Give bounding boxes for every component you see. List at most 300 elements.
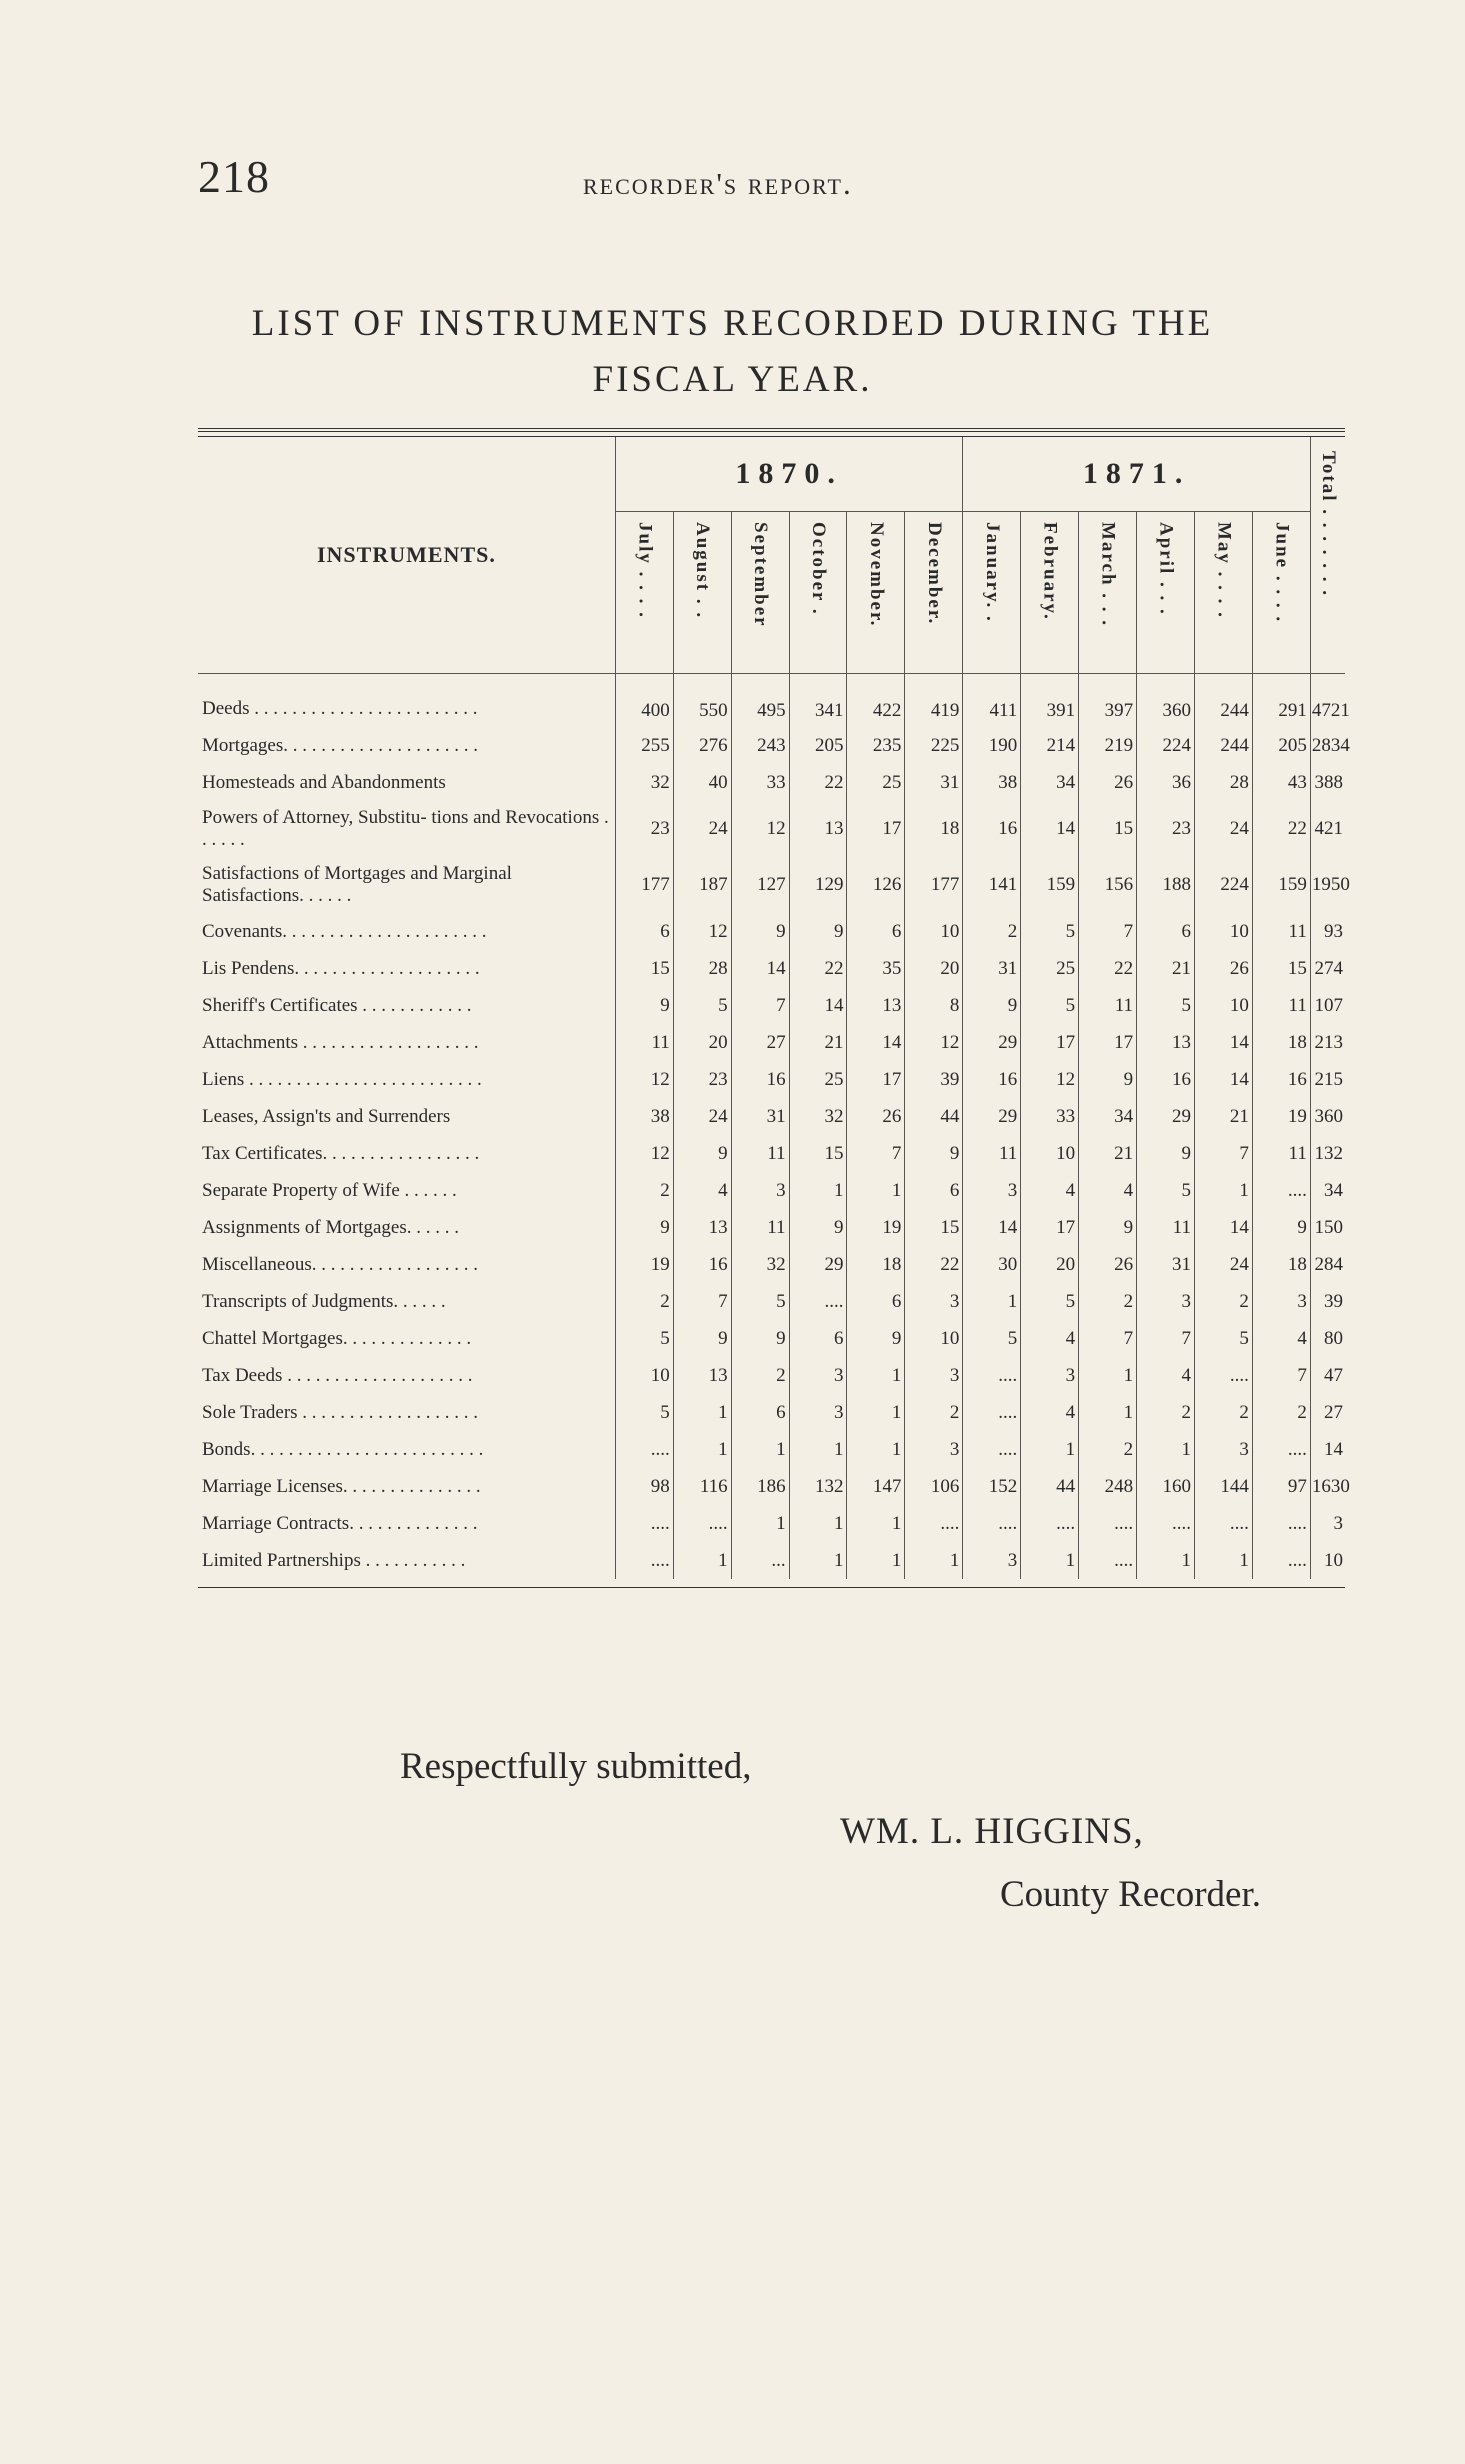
month-count-cell: 9 bbox=[1252, 1209, 1310, 1246]
instrument-label: Liens . . . . . . . . . . . . . . . . . . . . . . . . . bbox=[198, 1061, 615, 1098]
month-count-cell: 152 bbox=[963, 1468, 1021, 1505]
month-count-cell: 144 bbox=[1194, 1468, 1252, 1505]
month-count-cell: 3 bbox=[905, 1431, 963, 1468]
month-count-cell: 360 bbox=[1137, 674, 1195, 728]
month-count-cell: .... bbox=[1252, 1505, 1310, 1542]
instrument-label: Attachments . . . . . . . . . . . . . . . . . . . bbox=[198, 1024, 615, 1061]
month-count-cell: 5 bbox=[615, 1394, 673, 1431]
month-count-cell: 255 bbox=[615, 727, 673, 764]
table-row bbox=[198, 1024, 1345, 1061]
month-header bbox=[1252, 512, 1310, 674]
table-row bbox=[198, 801, 1345, 857]
month-count-cell: 21 bbox=[1137, 950, 1195, 987]
month-count-cell: 2 bbox=[1194, 1283, 1252, 1320]
month-count-cell: 15 bbox=[1252, 950, 1310, 987]
month-count-cell: 13 bbox=[1137, 1024, 1195, 1061]
month-count-cell: 9 bbox=[731, 1320, 789, 1357]
total-cell: 107 bbox=[1314, 994, 1343, 1016]
month-count-cell: .... bbox=[1252, 1172, 1310, 1209]
month-count-cell: 1 bbox=[847, 1505, 905, 1542]
month-count-cell: 6 bbox=[847, 1283, 905, 1320]
table-row bbox=[198, 764, 1345, 801]
total-cell: 14 bbox=[1324, 1438, 1343, 1460]
month-header bbox=[847, 512, 905, 674]
month-count-cell: 5 bbox=[1137, 987, 1195, 1024]
month-count-cell: 26 bbox=[847, 1098, 905, 1135]
month-count-cell: 1 bbox=[963, 1283, 1021, 1320]
month-header-label: April . . . bbox=[1155, 522, 1177, 616]
month-count-cell: 4 bbox=[673, 1172, 731, 1209]
month-count-cell: 36 bbox=[1137, 764, 1195, 801]
month-count-cell: 32 bbox=[615, 764, 673, 801]
total-cell: 360 bbox=[1314, 1105, 1343, 1127]
instrument-label: Lis Pendens. . . . . . . . . . . . . . . . . . . . bbox=[198, 950, 615, 987]
table-row bbox=[198, 1172, 1345, 1209]
instrument-label: Mortgages. . . . . . . . . . . . . . . . . . . . . bbox=[198, 727, 615, 764]
month-count-cell: 9 bbox=[847, 1320, 905, 1357]
month-count-cell: 29 bbox=[963, 1024, 1021, 1061]
month-count-cell: 19 bbox=[1252, 1098, 1310, 1135]
month-count-cell: 400 bbox=[615, 674, 673, 728]
month-count-cell: 147 bbox=[847, 1468, 905, 1505]
month-count-cell: 9 bbox=[905, 1135, 963, 1172]
table-row bbox=[198, 1209, 1345, 1246]
total-cell: 34 bbox=[1324, 1179, 1343, 1201]
month-count-cell: 4 bbox=[1021, 1172, 1079, 1209]
month-count-cell: 9 bbox=[673, 1320, 731, 1357]
month-count-cell: 159 bbox=[1021, 857, 1079, 913]
month-count-cell: 1 bbox=[847, 1394, 905, 1431]
month-count-cell: 11 bbox=[1079, 987, 1137, 1024]
month-count-cell: 98 bbox=[615, 1468, 673, 1505]
month-count-cell: 141 bbox=[963, 857, 1021, 913]
month-count-cell: 11 bbox=[963, 1135, 1021, 1172]
month-count-cell: 20 bbox=[905, 950, 963, 987]
month-count-cell: .... bbox=[615, 1542, 673, 1579]
month-count-cell: 20 bbox=[1021, 1246, 1079, 1283]
month-count-cell: 6 bbox=[905, 1172, 963, 1209]
report-title bbox=[150, 296, 1315, 408]
month-count-cell: 341 bbox=[789, 674, 847, 728]
instrument-label: Covenants. . . . . . . . . . . . . . . . . . . . . . bbox=[198, 913, 615, 950]
total-cell: 215 bbox=[1314, 1068, 1343, 1090]
total-header-label: Total . . . . . . . bbox=[1317, 451, 1339, 598]
month-count-cell: 25 bbox=[789, 1061, 847, 1098]
month-count-cell: 126 bbox=[847, 857, 905, 913]
table-row bbox=[198, 1283, 1345, 1320]
month-count-cell: 23 bbox=[673, 1061, 731, 1098]
month-count-cell: 2 bbox=[615, 1283, 673, 1320]
month-count-cell: 224 bbox=[1137, 727, 1195, 764]
month-count-cell: 34 bbox=[1079, 1098, 1137, 1135]
instrument-label: Leases, Assign'ts and Surrenders bbox=[198, 1098, 615, 1135]
total-cell: 39 bbox=[1324, 1290, 1343, 1312]
month-header-label: March . . . bbox=[1097, 522, 1119, 628]
closing-text: Respectfully submitted, bbox=[400, 1746, 752, 1787]
month-count-cell: 33 bbox=[1021, 1098, 1079, 1135]
month-count-cell: 4 bbox=[1079, 1172, 1137, 1209]
month-count-cell: .... bbox=[963, 1431, 1021, 1468]
month-count-cell: 3 bbox=[963, 1542, 1021, 1579]
month-header-label: February. bbox=[1039, 522, 1061, 621]
month-count-cell: 38 bbox=[615, 1098, 673, 1135]
total-cell: 10 bbox=[1324, 1549, 1343, 1571]
month-header-label: October . bbox=[808, 522, 830, 616]
month-count-cell: 9 bbox=[963, 987, 1021, 1024]
instrument-label: Separate Property of Wife . . . . . . bbox=[198, 1172, 615, 1209]
total-cell: 3 bbox=[1333, 1512, 1343, 1534]
table-row bbox=[198, 913, 1345, 950]
month-count-cell: 14 bbox=[963, 1209, 1021, 1246]
month-count-cell: 11 bbox=[1137, 1209, 1195, 1246]
month-count-cell: 9 bbox=[1079, 1209, 1137, 1246]
month-count-cell: 14 bbox=[789, 987, 847, 1024]
month-count-cell: 6 bbox=[1137, 913, 1195, 950]
month-count-cell: 1 bbox=[847, 1431, 905, 1468]
month-count-cell: 6 bbox=[731, 1394, 789, 1431]
month-count-cell: 8 bbox=[905, 987, 963, 1024]
month-count-cell: 18 bbox=[1252, 1024, 1310, 1061]
month-count-cell: 205 bbox=[1252, 727, 1310, 764]
month-count-cell: 1 bbox=[847, 1542, 905, 1579]
month-count-cell: 13 bbox=[673, 1357, 731, 1394]
month-count-cell: 25 bbox=[1021, 950, 1079, 987]
month-count-cell: 7 bbox=[1079, 913, 1137, 950]
month-count-cell: 23 bbox=[615, 801, 673, 857]
total-cell: 47 bbox=[1324, 1364, 1343, 1386]
month-count-cell: 219 bbox=[1079, 727, 1137, 764]
month-count-cell: 16 bbox=[1252, 1061, 1310, 1098]
month-count-cell: 4 bbox=[1252, 1320, 1310, 1357]
month-count-cell: 38 bbox=[963, 764, 1021, 801]
table-row bbox=[198, 987, 1345, 1024]
month-count-cell: 1 bbox=[1021, 1542, 1079, 1579]
month-count-cell: 2 bbox=[1079, 1431, 1137, 1468]
month-count-cell: 5 bbox=[731, 1283, 789, 1320]
month-count-cell: 31 bbox=[963, 950, 1021, 987]
month-count-cell: 2 bbox=[615, 1172, 673, 1209]
month-count-cell: 24 bbox=[673, 1098, 731, 1135]
month-count-cell: 14 bbox=[847, 1024, 905, 1061]
instrument-label: Limited Partnerships . . . . . . . . . . . bbox=[198, 1542, 615, 1579]
instrument-label: Tax Certificates. . . . . . . . . . . . . . . . . bbox=[198, 1135, 615, 1172]
month-count-cell: 2 bbox=[731, 1357, 789, 1394]
month-count-cell: 7 bbox=[1194, 1135, 1252, 1172]
month-count-cell: 1 bbox=[847, 1357, 905, 1394]
month-count-cell: 127 bbox=[731, 857, 789, 913]
instrument-label: Deeds . . . . . . . . . . . . . . . . . . . . . . . . bbox=[198, 674, 615, 728]
signatory-position: County Recorder. bbox=[1000, 1874, 1262, 1915]
month-count-cell: 106 bbox=[905, 1468, 963, 1505]
total-cell: 27 bbox=[1324, 1401, 1343, 1423]
month-count-cell: 33 bbox=[731, 764, 789, 801]
month-count-cell: 13 bbox=[847, 987, 905, 1024]
instrument-label: Sheriff's Certificates . . . . . . . . . . . . bbox=[198, 987, 615, 1024]
month-count-cell: 1 bbox=[789, 1542, 847, 1579]
month-count-cell: 17 bbox=[1021, 1209, 1079, 1246]
month-count-cell: 1 bbox=[1079, 1357, 1137, 1394]
month-count-cell: 17 bbox=[847, 1061, 905, 1098]
total-cell: 4721 bbox=[1311, 700, 1350, 721]
instrument-label: Miscellaneous. . . . . . . . . . . . . . . . . . bbox=[198, 1246, 615, 1283]
month-count-cell: 18 bbox=[1252, 1246, 1310, 1283]
month-count-cell: .... bbox=[1021, 1505, 1079, 1542]
month-count-cell: 1 bbox=[905, 1542, 963, 1579]
month-count-cell: 19 bbox=[847, 1209, 905, 1246]
month-count-cell: 214 bbox=[1021, 727, 1079, 764]
month-count-cell: 205 bbox=[789, 727, 847, 764]
month-count-cell: 6 bbox=[847, 913, 905, 950]
month-count-cell: 235 bbox=[847, 727, 905, 764]
instrument-label: Tax Deeds . . . . . . . . . . . . . . . . . . . . bbox=[198, 1357, 615, 1394]
table-row bbox=[198, 674, 1345, 728]
month-count-cell: 9 bbox=[1079, 1061, 1137, 1098]
month-count-cell: 39 bbox=[905, 1061, 963, 1098]
month-count-cell: 29 bbox=[789, 1246, 847, 1283]
month-count-cell: 12 bbox=[673, 913, 731, 950]
month-count-cell: 17 bbox=[847, 801, 905, 857]
month-count-cell: 3 bbox=[789, 1394, 847, 1431]
month-count-cell: 12 bbox=[731, 801, 789, 857]
month-count-cell: .... bbox=[905, 1505, 963, 1542]
month-count-cell: 14 bbox=[1194, 1061, 1252, 1098]
month-count-cell: 11 bbox=[1252, 987, 1310, 1024]
instrument-label: Sole Traders . . . . . . . . . . . . . . . . . . . bbox=[198, 1394, 615, 1431]
month-count-cell: 29 bbox=[1137, 1098, 1195, 1135]
table-row bbox=[198, 950, 1345, 987]
month-count-cell: 7 bbox=[1079, 1320, 1137, 1357]
month-count-cell: 15 bbox=[905, 1209, 963, 1246]
month-count-cell: 44 bbox=[905, 1098, 963, 1135]
month-count-cell: .... bbox=[963, 1505, 1021, 1542]
month-count-cell: 224 bbox=[1194, 857, 1252, 913]
table-row bbox=[198, 1357, 1345, 1394]
instruments-table-body bbox=[198, 674, 1350, 1580]
month-count-cell: 186 bbox=[731, 1468, 789, 1505]
month-count-cell: .... bbox=[1137, 1505, 1195, 1542]
month-count-cell: 10 bbox=[905, 1320, 963, 1357]
month-count-cell: 9 bbox=[615, 1209, 673, 1246]
month-count-cell: 13 bbox=[789, 801, 847, 857]
month-count-cell: 244 bbox=[1194, 674, 1252, 728]
month-count-cell: 10 bbox=[1194, 987, 1252, 1024]
month-header-label: May . . . . bbox=[1213, 522, 1235, 619]
month-count-cell: 2 bbox=[1079, 1283, 1137, 1320]
page-header bbox=[198, 150, 1258, 210]
month-count-cell: 2 bbox=[1194, 1394, 1252, 1431]
table-row bbox=[198, 1505, 1345, 1542]
month-count-cell: 129 bbox=[789, 857, 847, 913]
month-count-cell: .... bbox=[789, 1283, 847, 1320]
month-count-cell: 6 bbox=[615, 913, 673, 950]
month-count-cell: 21 bbox=[1194, 1098, 1252, 1135]
month-header bbox=[789, 512, 847, 674]
month-count-cell: 24 bbox=[1194, 801, 1252, 857]
month-count-cell: 243 bbox=[731, 727, 789, 764]
total-cell: 93 bbox=[1324, 920, 1343, 942]
month-count-cell: 4 bbox=[1021, 1394, 1079, 1431]
month-count-cell: 9 bbox=[615, 987, 673, 1024]
month-header-label: January. . bbox=[981, 522, 1003, 623]
month-count-cell: 22 bbox=[789, 764, 847, 801]
month-count-cell: 422 bbox=[847, 674, 905, 728]
month-count-cell: 1 bbox=[789, 1172, 847, 1209]
month-count-cell: 11 bbox=[1252, 1135, 1310, 1172]
month-count-cell: 7 bbox=[847, 1135, 905, 1172]
month-count-cell: 7 bbox=[673, 1283, 731, 1320]
month-count-cell: 10 bbox=[905, 913, 963, 950]
table-row bbox=[198, 1468, 1345, 1505]
month-count-cell: 159 bbox=[1252, 857, 1310, 913]
total-cell: 284 bbox=[1314, 1253, 1343, 1275]
month-count-cell: 27 bbox=[731, 1024, 789, 1061]
month-count-cell: 276 bbox=[673, 727, 731, 764]
month-count-cell: .... bbox=[1194, 1505, 1252, 1542]
month-count-cell: 9 bbox=[731, 913, 789, 950]
month-count-cell: 2 bbox=[1252, 1394, 1310, 1431]
month-count-cell: 31 bbox=[905, 764, 963, 801]
month-header bbox=[905, 512, 963, 674]
month-count-cell: 18 bbox=[847, 1246, 905, 1283]
month-count-cell: 3 bbox=[963, 1172, 1021, 1209]
month-count-cell: 3 bbox=[731, 1172, 789, 1209]
month-count-cell: 160 bbox=[1137, 1468, 1195, 1505]
month-count-cell: 14 bbox=[1194, 1209, 1252, 1246]
month-count-cell: 7 bbox=[1137, 1320, 1195, 1357]
month-header bbox=[1079, 512, 1137, 674]
month-count-cell: 17 bbox=[1021, 1024, 1079, 1061]
table-row bbox=[198, 1246, 1345, 1283]
month-count-cell: 1 bbox=[1194, 1172, 1252, 1209]
month-count-cell: 16 bbox=[731, 1061, 789, 1098]
instrument-label: Powers of Attorney, Substitu- tions and Revocations . . . . . . bbox=[198, 801, 615, 857]
month-count-cell: 7 bbox=[1252, 1357, 1310, 1394]
month-count-cell: 291 bbox=[1252, 674, 1310, 728]
month-count-cell: 3 bbox=[905, 1283, 963, 1320]
month-count-cell: 22 bbox=[905, 1246, 963, 1283]
month-count-cell: 12 bbox=[615, 1061, 673, 1098]
month-count-cell: .... bbox=[615, 1431, 673, 1468]
month-count-cell: 16 bbox=[963, 1061, 1021, 1098]
instruments-column-header: INSTRUMENTS. bbox=[198, 437, 615, 674]
month-count-cell: 3 bbox=[1137, 1283, 1195, 1320]
month-count-cell: 11 bbox=[1252, 913, 1310, 950]
total-column-header bbox=[1310, 437, 1345, 674]
month-count-cell: 3 bbox=[1252, 1283, 1310, 1320]
month-count-cell: 1 bbox=[673, 1431, 731, 1468]
month-count-cell: 15 bbox=[1079, 801, 1137, 857]
total-cell: 213 bbox=[1314, 1031, 1343, 1053]
month-count-cell: 34 bbox=[1021, 764, 1079, 801]
month-count-cell: 21 bbox=[1079, 1135, 1137, 1172]
month-count-cell: 5 bbox=[1194, 1320, 1252, 1357]
month-count-cell: 10 bbox=[1194, 913, 1252, 950]
month-count-cell: 26 bbox=[1079, 764, 1137, 801]
month-count-cell: .... bbox=[615, 1505, 673, 1542]
report-title-line-1: LIST OF INSTRUMENTS RECORDED DURING THE bbox=[251, 303, 1214, 344]
month-count-cell: 5 bbox=[963, 1320, 1021, 1357]
instrument-label: Marriage Licenses. . . . . . . . . . . . . . . bbox=[198, 1468, 615, 1505]
month-count-cell: 411 bbox=[963, 674, 1021, 728]
year-1870-header: 1870. bbox=[615, 437, 963, 512]
month-count-cell: 190 bbox=[963, 727, 1021, 764]
month-count-cell: 14 bbox=[1194, 1024, 1252, 1061]
month-header bbox=[615, 512, 673, 674]
total-cell: 421 bbox=[1314, 818, 1343, 839]
month-count-cell: 1 bbox=[789, 1431, 847, 1468]
month-count-cell: 1 bbox=[731, 1505, 789, 1542]
table-row bbox=[198, 1431, 1345, 1468]
month-header bbox=[1021, 512, 1079, 674]
month-count-cell: 24 bbox=[1194, 1246, 1252, 1283]
month-count-cell: 177 bbox=[615, 857, 673, 913]
month-count-cell: 9 bbox=[789, 913, 847, 950]
instrument-label: Chattel Mortgages. . . . . . . . . . . . . . bbox=[198, 1320, 615, 1357]
month-count-cell: 3 bbox=[789, 1357, 847, 1394]
month-count-cell: 244 bbox=[1194, 727, 1252, 764]
total-cell: 150 bbox=[1314, 1216, 1343, 1238]
total-cell: 1950 bbox=[1311, 874, 1350, 895]
month-count-cell: 1 bbox=[1021, 1431, 1079, 1468]
month-count-cell: 19 bbox=[615, 1246, 673, 1283]
table-top-rule bbox=[198, 428, 1345, 437]
month-count-cell: 2 bbox=[905, 1394, 963, 1431]
month-count-cell: 28 bbox=[673, 950, 731, 987]
table-row bbox=[198, 1098, 1345, 1135]
month-count-cell: 22 bbox=[1252, 801, 1310, 857]
month-header bbox=[731, 512, 789, 674]
month-count-cell: 26 bbox=[1079, 1246, 1137, 1283]
month-count-cell: 9 bbox=[1137, 1135, 1195, 1172]
total-cell: 388 bbox=[1314, 771, 1343, 793]
month-count-cell: 132 bbox=[789, 1468, 847, 1505]
month-count-cell: 14 bbox=[731, 950, 789, 987]
month-count-cell: 1 bbox=[789, 1505, 847, 1542]
month-header-label: August . . bbox=[692, 522, 714, 620]
month-count-cell: 4 bbox=[1137, 1357, 1195, 1394]
month-count-cell: 11 bbox=[615, 1024, 673, 1061]
month-count-cell: ... bbox=[731, 1542, 789, 1579]
month-count-cell: .... bbox=[1079, 1542, 1137, 1579]
month-count-cell: 1 bbox=[1194, 1542, 1252, 1579]
month-count-cell: 1 bbox=[673, 1394, 731, 1431]
month-count-cell: 13 bbox=[673, 1209, 731, 1246]
month-count-cell: 10 bbox=[615, 1357, 673, 1394]
month-count-cell: 12 bbox=[1021, 1061, 1079, 1098]
month-count-cell: 1 bbox=[1137, 1431, 1195, 1468]
table-row bbox=[198, 1135, 1345, 1172]
month-count-cell: 248 bbox=[1079, 1468, 1137, 1505]
month-count-cell: 5 bbox=[1021, 913, 1079, 950]
month-count-cell: 1 bbox=[1137, 1542, 1195, 1579]
month-count-cell: 9 bbox=[673, 1135, 731, 1172]
month-count-cell: 3 bbox=[1021, 1357, 1079, 1394]
year-1871-header: 1871. bbox=[963, 437, 1311, 512]
month-count-cell: 4 bbox=[1021, 1320, 1079, 1357]
month-count-cell: 177 bbox=[905, 857, 963, 913]
month-count-cell: 11 bbox=[731, 1135, 789, 1172]
month-count-cell: 397 bbox=[1079, 674, 1137, 728]
instrument-label: Assignments of Mortgages. . . . . . bbox=[198, 1209, 615, 1246]
instrument-label: Bonds. . . . . . . . . . . . . . . . . . . . . . . . . bbox=[198, 1431, 615, 1468]
instruments-table bbox=[198, 437, 1350, 1579]
month-count-cell: 5 bbox=[1021, 987, 1079, 1024]
month-count-cell: 11 bbox=[731, 1209, 789, 1246]
month-header-label: September bbox=[750, 522, 772, 628]
month-count-cell: 1 bbox=[847, 1172, 905, 1209]
month-header-label: November. bbox=[865, 522, 887, 628]
instrument-label: Marriage Contracts. . . . . . . . . . . . . . bbox=[198, 1505, 615, 1542]
